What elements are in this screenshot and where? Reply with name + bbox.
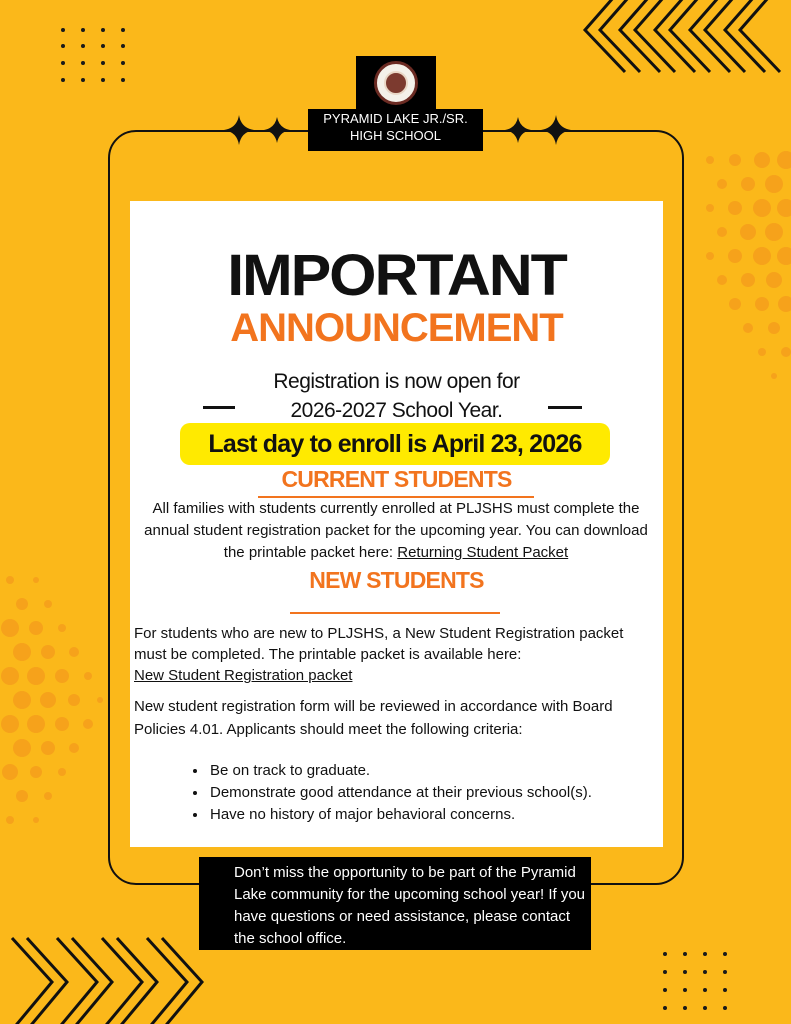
school-seal-icon xyxy=(374,61,418,105)
registration-line1: Registration is now open for xyxy=(273,370,520,393)
school-name-line1: PYRAMID LAKE JR./SR. xyxy=(323,111,468,126)
sparkle-left-icon xyxy=(222,113,302,147)
deadline-banner: Last day to enroll is April 23, 2026 xyxy=(180,423,610,465)
headline-important: IMPORTANT xyxy=(227,243,566,308)
sparkle-right-icon xyxy=(496,113,576,147)
new-students-body: For students who are new to PLJSHS, a New Student Registration packet must be completed. The printable packet is available here: xyxy=(134,625,624,663)
dot-grid-bottom-right xyxy=(655,944,735,1016)
dash-left xyxy=(203,406,235,409)
returning-student-packet-link[interactable]: Returning Student Packet xyxy=(397,544,569,561)
new-students-underline xyxy=(290,612,500,614)
current-students-heading: CURRENT STUDENTS xyxy=(281,466,512,492)
criteria-list xyxy=(190,760,668,826)
school-name-box xyxy=(308,109,483,151)
registration-line2: 2026-2027 School Year. xyxy=(290,399,503,422)
contact-note: Don’t miss the opportunity to be part of the Pyramid Lake community for the upcoming school year! If you have questions or need assistance, please contact the school office. xyxy=(199,857,591,950)
list-item: • Demonstrate good attendance at their previous school(s). xyxy=(208,782,668,804)
chevron-pattern-top-right xyxy=(580,0,791,90)
registration-text xyxy=(130,367,663,425)
new-students-text xyxy=(134,623,654,686)
current-students-text xyxy=(132,498,660,564)
chevron-pattern-bottom-left xyxy=(0,930,230,1024)
new-students-review-text: New student registration form will be reviewed in accordance with Board Policies 4.01. Applicants should meet the following criteria: xyxy=(134,698,613,738)
headline-announcement: ANNOUNCEMENT xyxy=(230,306,563,350)
school-name-line2: HIGH SCHOOL xyxy=(349,128,441,143)
school-logo xyxy=(356,56,436,110)
dash-right xyxy=(548,406,582,409)
new-student-registration-packet-link[interactable]: New Student Registration packet xyxy=(134,667,353,684)
dot-grid-top-left xyxy=(55,24,135,86)
halftone-dots-right xyxy=(690,150,791,450)
new-students-heading: NEW STUDENTS xyxy=(309,567,484,593)
list-item: • Have no history of major behavioral concerns. xyxy=(208,804,668,826)
current-students-body: All families with students currently enrolled at PLJSHS must complete the annual student registration packet for the upcoming year. You can download the printable packet here: xyxy=(144,500,648,561)
list-item: • Be on track to graduate. xyxy=(208,760,668,782)
halftone-dots-left xyxy=(0,570,110,870)
